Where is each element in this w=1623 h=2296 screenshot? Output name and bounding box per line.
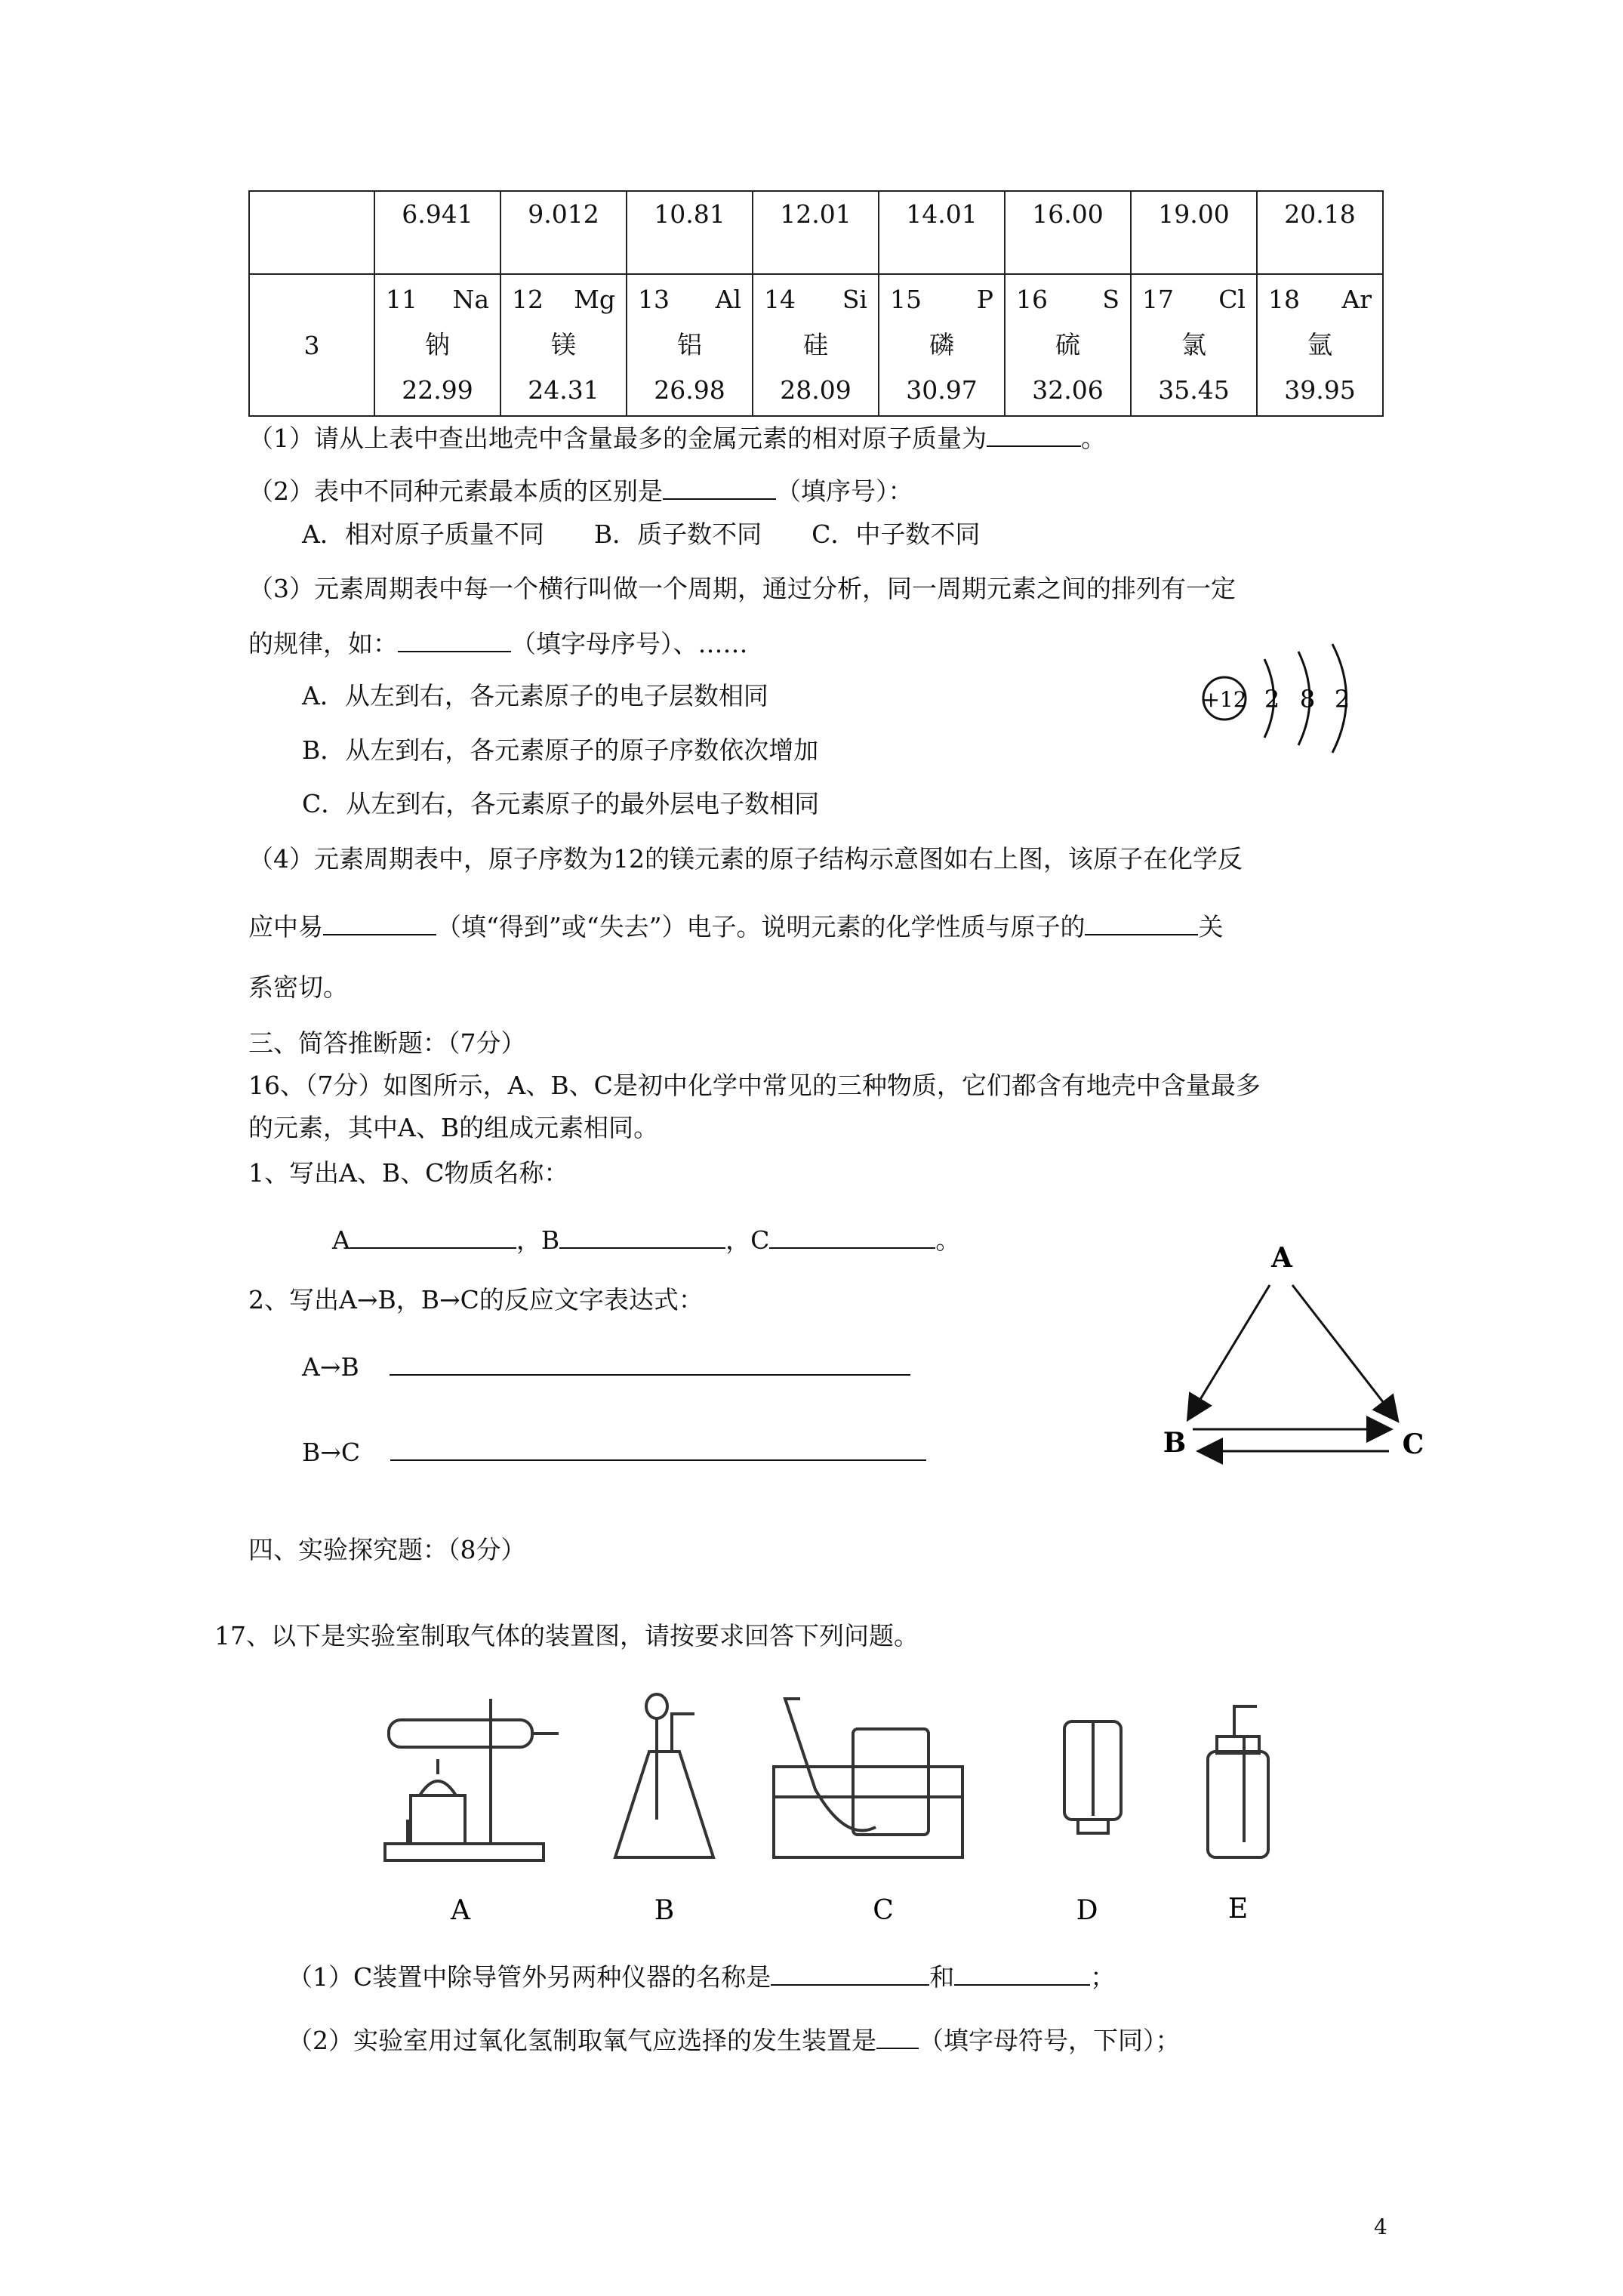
q15-part3-option-b: B．从左到右，各元素原子的原子序数依次增加	[302, 735, 819, 765]
element-cell: 14 Si 硅 28.09	[753, 274, 879, 416]
q15-part4-line3: 系密切。	[248, 972, 348, 1002]
answer-blank[interactable]	[769, 1225, 935, 1249]
element-cell: 15 P 磷 30.97	[879, 274, 1005, 416]
q16-line2: 的元素，其中A、B的组成元素相同。	[248, 1113, 659, 1142]
reaction-ab: A→B	[302, 1351, 910, 1382]
q15-part4-line1: （4）元素周期表中，原子序数为12的镁元素的原子结构示意图如右上图，该原子在化学反	[248, 844, 1243, 874]
answer-blank[interactable]	[398, 628, 511, 652]
answer-blank[interactable]	[663, 476, 776, 500]
element-cell: 17 Cl 氯 35.45	[1131, 274, 1257, 416]
apparatus-label: D	[1076, 1895, 1098, 1926]
answer-blank[interactable]	[390, 1437, 926, 1461]
answer-blank[interactable]	[1085, 911, 1198, 935]
apparatus-label: A	[451, 1895, 470, 1926]
table-row	[249, 191, 1383, 274]
arrow-a-to-c	[1292, 1285, 1397, 1419]
table-row	[249, 274, 1383, 416]
mass-cell: 10.81	[627, 191, 753, 274]
lab-apparatus-figure	[362, 1684, 1313, 1940]
q17-part1: （1）C装置中除导管外另两种仪器的名称是 和 ；	[288, 1962, 1116, 1992]
answer-blank[interactable]	[350, 1225, 516, 1249]
answer-blank[interactable]	[954, 1962, 1090, 1986]
apparatus-c	[774, 1699, 962, 1857]
shell-count: 2	[1264, 685, 1280, 713]
answer-blank[interactable]	[559, 1225, 725, 1249]
mass-cell: 20.18	[1257, 191, 1383, 274]
mass-cell: 19.00	[1131, 191, 1257, 274]
period-cell: 3	[249, 274, 374, 416]
answer-blank[interactable]	[771, 1962, 929, 1986]
q15-part4-line2: 应中易 （填“得到”或“失去”）电子。说明元素的化学性质与原子的 关	[248, 912, 1224, 942]
node-b-label: B	[1163, 1427, 1187, 1459]
q15-part3-line1: （3）元素周期表中每一个横行叫做一个周期，通过分析，同一周期元素之间的排列有一定	[248, 574, 1236, 603]
element-cell: 18 Ar 氩 39.95	[1257, 274, 1383, 416]
answer-blank[interactable]	[876, 2025, 919, 2049]
shell-count: 8	[1299, 685, 1316, 713]
mass-cell: 14.01	[879, 191, 1005, 274]
answer-blank[interactable]	[323, 911, 436, 935]
q17-part2: （2）实验室用过氧化氢制取氧气应选择的发生装置是 （填字母符号，下同）；	[288, 2026, 1181, 2055]
apparatus-e	[1208, 1706, 1268, 1857]
mass-cell: 16.00	[1005, 191, 1131, 274]
element-cell: 16 S 硫 32.06	[1005, 274, 1131, 416]
mass-cell: 6.941	[374, 191, 500, 274]
q15-part1: （1）请从上表中查出地壳中含量最多的金属元素的相对原子质量为 。	[248, 424, 1106, 453]
apparatus-label: B	[654, 1895, 675, 1926]
reaction-bc: B→C	[302, 1437, 926, 1468]
section3-heading: 三、简答推断题：（7分）	[248, 1028, 526, 1058]
apparatus-b	[615, 1694, 713, 1857]
q17-intro: 17、以下是实验室制取气体的装置图，请按要求回答下列问题。	[214, 1621, 919, 1650]
q16-sub2: 2、写出A→B，B→C的反应文字表达式：	[248, 1285, 704, 1314]
q15-part3-option-c: C．从左到右，各元素原子的最外层电子数相同	[302, 789, 820, 818]
triangle-diagram	[1147, 1238, 1480, 1480]
apparatus-d	[1064, 1721, 1121, 1833]
q15-part2-options: A．相对原子质量不同 B．质子数不同 C．中子数不同	[302, 519, 981, 549]
answer-blank[interactable]	[987, 423, 1081, 447]
shell-count: 2	[1334, 685, 1350, 713]
apparatus-a	[385, 1699, 559, 1860]
periodic-table	[248, 190, 1384, 417]
q15-part3-option-a: A．从左到右，各元素原子的电子层数相同	[302, 681, 768, 710]
node-c-label: C	[1402, 1428, 1424, 1460]
node-a-label: A	[1271, 1242, 1292, 1274]
nucleus-label: +12	[1202, 687, 1247, 712]
element-cell: 11 Na 钠 22.99	[374, 274, 500, 416]
q16-sub1: 1、写出A、B、C物质名称：	[248, 1158, 569, 1188]
element-cell: 12 Mg 镁 24.31	[500, 274, 627, 416]
q15-part3-line2: 的规律，如： （填字母序号）、……	[248, 629, 748, 658]
apparatus-label: E	[1227, 1894, 1249, 1925]
atom-structure-diagram	[1193, 638, 1389, 766]
apparatus-label: C	[873, 1895, 894, 1926]
period-cell	[249, 191, 374, 274]
q16-line1: 16、（7分）如图所示，A、B、C是初中化学中常见的三种物质，它们都含有地壳中含量最多	[248, 1071, 1261, 1100]
q15-part2: （2）表中不同种元素最本质的区别是 （填序号）：	[248, 476, 913, 506]
q16-sub1-answers: A ，B ，C 。	[332, 1225, 961, 1255]
answer-blank[interactable]	[390, 1351, 910, 1376]
page-number: 4	[1374, 2214, 1387, 2239]
arrow-a-to-b	[1189, 1285, 1270, 1418]
mass-cell: 9.012	[500, 191, 627, 274]
element-cell: 13 Al 铝 26.98	[627, 274, 753, 416]
section4-heading: 四、实验探究题：（8分）	[248, 1535, 526, 1564]
mass-cell: 12.01	[753, 191, 879, 274]
